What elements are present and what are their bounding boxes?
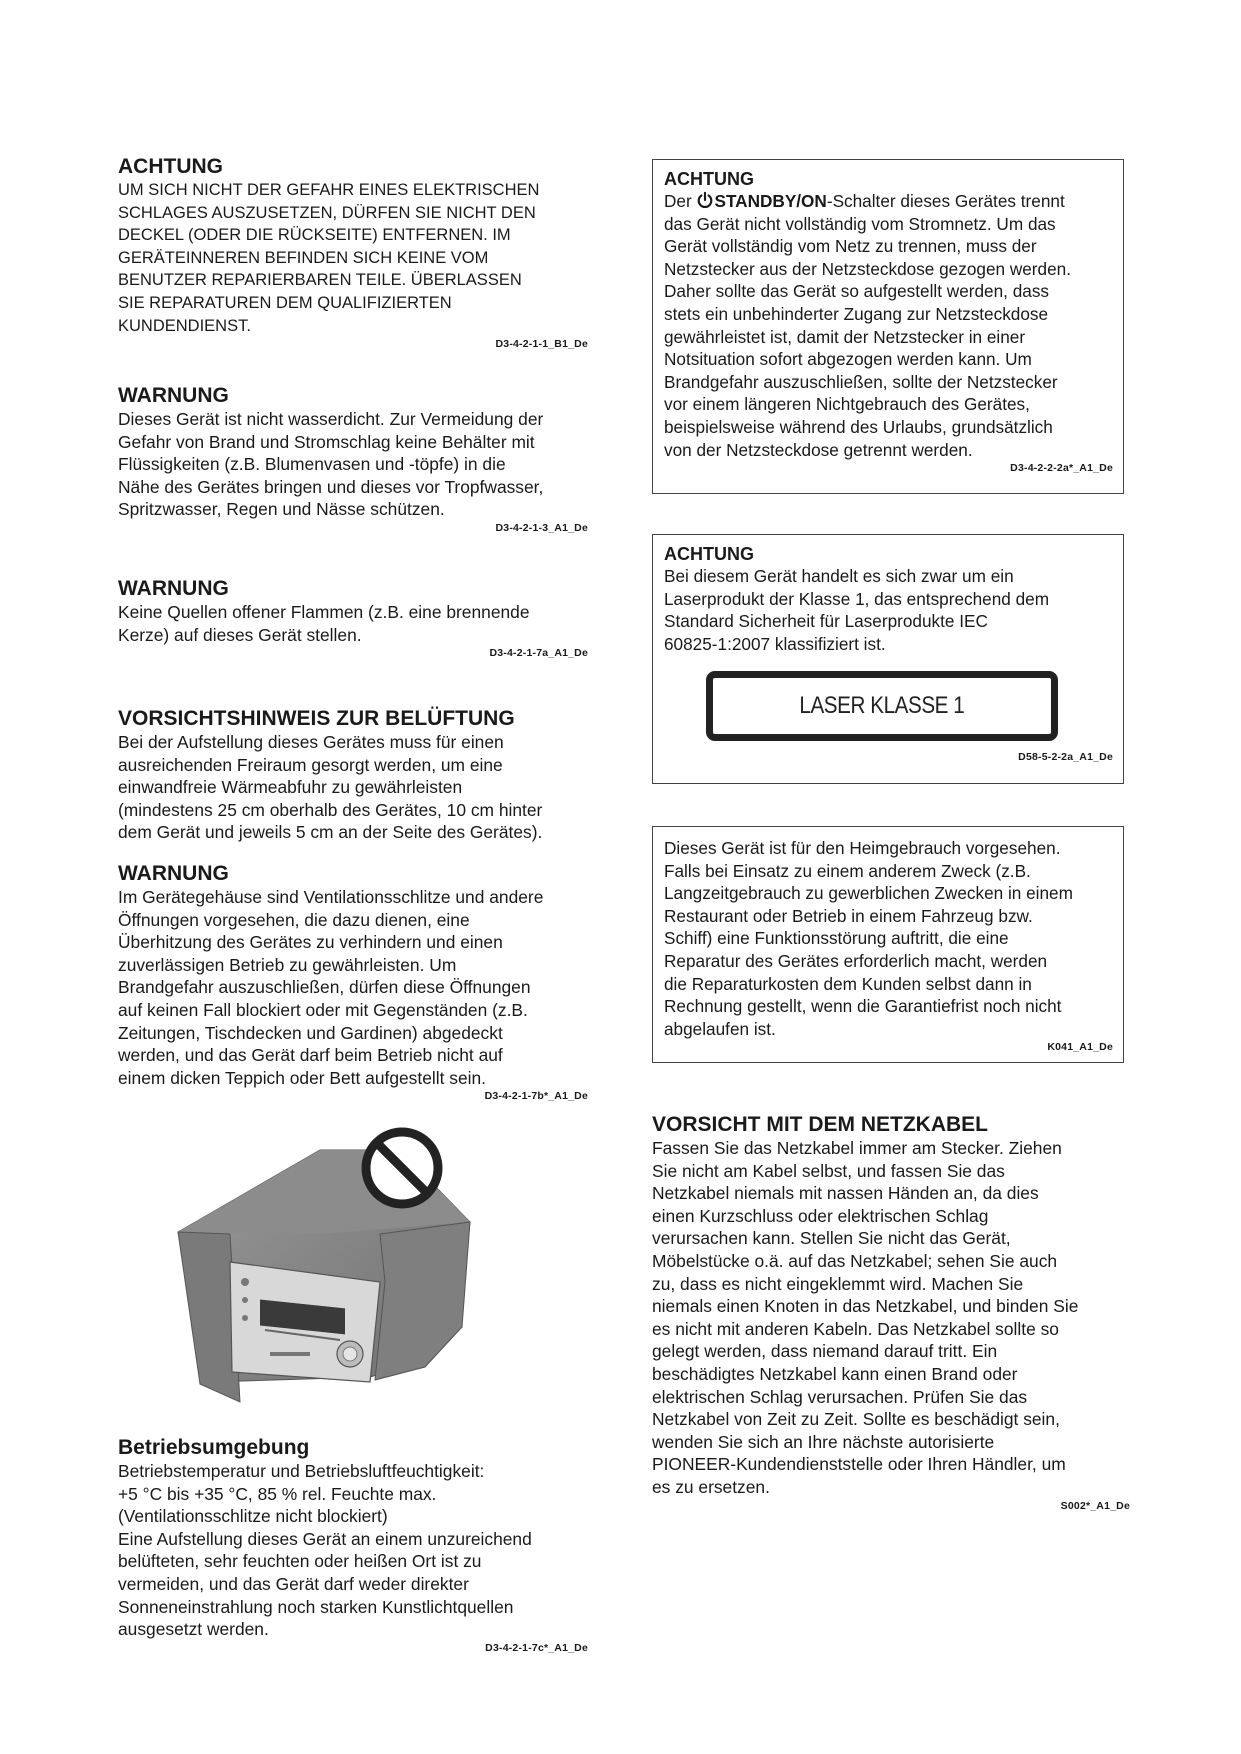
netzkabel-heading: VORSICHT MIT DEM NETZKABEL	[652, 1113, 988, 1136]
laser-code: D58-5-2-2a_A1_De	[1018, 751, 1113, 764]
laser-class-label	[706, 671, 1058, 741]
laser-notice-box	[652, 534, 1124, 784]
home-use-notice-box	[652, 826, 1124, 1063]
standby-text-pre: Der	[664, 191, 697, 211]
warnung-flammen-text: Keine Quellen offener Flammen (z.B. eine brennende Kerze) auf dieses Gerät stellen.	[118, 602, 530, 645]
laser-class-text: LASER KLASSE 1	[799, 692, 965, 720]
netzkabel-code: S002*_A1_De	[1060, 1499, 1130, 1512]
stereo-front-panel	[230, 1262, 380, 1382]
netzkabel-text: Fassen Sie das Netzkabel immer am Stecker. Ziehen Sie nicht am Kabel selbst, und fassen Sie das Netzkabel niemals mit nassen Händen an, da dies einen Kurzschluss oder elektrischen Schlag verursachen kann. Stellen Sie nicht das Gerät, Möbelstücke o.ä. auf das Netzkabel; sehen Sie auch zu, dass es nicht eingeklemmt wird. Machen Sie niemals einen Knoten in das Netzkabel, und binden Sie es nicht mit anderen Kabeln. Das Netzkabel sollte so gelegt werden, dass niemand darauf tritt. Ein beschädigtes Netzkabel kann einen Brand oder elektrischen Schlag verursachen. Prüfen Sie das Netzkabel von Zeit zu Zeit. Sollte es beschädigt sein, wenden Sie sich an Ihre nächste autorisierte PIONEER-Kundendienststelle oder Ihren Händler, um es zu ersetzen.	[652, 1138, 1079, 1497]
betriebsumgebung-heading: Betriebsumgebung	[118, 1436, 310, 1459]
prohibition-icon	[366, 1132, 438, 1204]
netzkabel-section	[652, 1113, 1130, 1512]
home-use-text: Dieses Gerät ist für den Heimgebrauch vorgesehen. Falls bei Einsatz zu einem anderem Zweck (z.B. Langzeitgebrauch zu gewerblichen Zwecken in einem Restaurant oder Betrieb in einem Fahrzeug bzw. Schiff) eine Funktionsstörung auftritt, die eine Reparatur des Gerätes erforderlich macht, werden die Reparaturkosten dem Kunden selbst dann in Rechnung gestellt, wenn die Garantiefrist noch nicht abgelaufen ist.	[664, 838, 1073, 1039]
belueftung-heading: VORSICHTSHINWEIS ZUR BELÜFTUNG	[118, 707, 515, 730]
standby-code: D3-4-2-2-2a*_A1_De	[1010, 462, 1113, 475]
achtung-heading: ACHTUNG	[118, 155, 223, 178]
warnung-ventilation-section	[118, 862, 588, 1102]
achtung-text: UM SICH NICHT DER GEFAHR EINES ELEKTRISCHEN SCHLAGES AUSZUSETZEN, DÜRFEN SIE NICHT DEN DECKEL (ODER DIE RÜCKSEITE) ENTFERNEN. IM GERÄTEINNEREN BEFINDEN SICH KEINE VOM BENUTZER REPARIERBAREN TEILE. ÜBERLASSEN SIE REPARATUREN DEM QUALIFIZIERTEN KUNDENDIENST.	[118, 181, 540, 335]
laser-text: Bei diesem Gerät handelt es sich zwar um ein Laserprodukt der Klasse 1, das entsprechend dem Standard Sicherheit für Laserprodukte IEC 60825-1:2007 klassifiziert ist.	[664, 566, 1050, 654]
standby-notice-box	[652, 159, 1124, 494]
power-icon	[696, 191, 714, 209]
betriebsumgebung-text: Betriebstemperatur und Betriebsluftfeuchtigkeit: +5 °C bis +35 °C, 85 % rel. Feuchte max. (Ventilationsschlitze nicht blockiert) Eine Aufstellung dieses Gerät an einem unzureichend belüfteten, sehr feuchten oder heißen Ort ist zu vermeiden, und das Gerät darf weder direkter Sonneneinstrahlung noch starken Kunstlichtquellen ausgesetzt werden.	[118, 1461, 532, 1640]
warnung-wasser-section	[118, 384, 588, 534]
warnung-flammen-heading: WARNUNG	[118, 577, 229, 600]
covered-device-illustration	[170, 1122, 480, 1412]
standby-text-post: -Schalter dieses Gerätes trennt das Gerät nicht vollständig vom Stromnetz. Um das Gerät vollständig vom Netz zu trennen, muss der Netzstecker aus der Netzsteckdose gezogen werden. Daher sollte das Gerät so aufgestellt werden, dass stets ein unbehinderter Zugang zur Netzsteckdose gewährleistet ist, damit der Netzstecker in einer Notsituation sofort abgezogen werden kann. Um Brandgefahr auszuschließen, sollte der Netzstecker vor einem längeren Nichtgebrauch des Gerätes, beispielsweise während des Urlaubs, grundsätzlich von der Netzsteckdose getrennt werden.	[664, 191, 1071, 460]
standby-label: STANDBY/ON	[714, 191, 827, 211]
warnung-ventilation-code: D3-4-2-1-7b*_A1_De	[484, 1090, 588, 1103]
warnung-wasser-text: Dieses Gerät ist nicht wasserdicht. Zur Vermeidung der Gefahr von Brand und Stromschlag keine Behälter mit Flüssigkeiten (z.B. Blumenvasen und -töpfe) in die Nähe des Gerätes bringen und dieses vor Tropfwasser, Spritzwasser, Regen und Nässe schützen.	[118, 409, 544, 520]
home-use-code: K041_A1_De	[1047, 1041, 1113, 1054]
belueftung-text: Bei der Aufstellung dieses Gerätes muss für einen ausreichenden Freiraum gesorgt werden, um eine einwandfreie Wärmeabfuhr zu gewährleisten (mindestens 25 cm oberhalb des Gerätes, 10 cm hinter dem Gerät und jeweils 5 cm an der Seite des Gerätes).	[118, 732, 543, 843]
warnung-wasser-heading: WARNUNG	[118, 384, 229, 407]
laser-heading: ACHTUNG	[664, 544, 754, 564]
achtung-section	[118, 155, 588, 350]
warnung-ventilation-heading: WARNUNG	[118, 862, 229, 885]
achtung-code: D3-4-2-1-1_B1_De	[495, 338, 588, 351]
betriebsumgebung-section	[118, 1436, 588, 1654]
warnung-wasser-code: D3-4-2-1-3_A1_De	[495, 521, 588, 534]
warnung-flammen-code: D3-4-2-1-7a_A1_De	[489, 647, 588, 660]
belueftung-section	[118, 707, 588, 844]
standby-text	[664, 190, 1113, 461]
warnung-ventilation-text: Im Gerätegehäuse sind Ventilationsschlitze und andere Öffnungen vorgesehen, die dazu dienen, eine Überhitzung des Gerätes zu verhindern und einen zuverlässigen Betrieb zu gewährleisten. Um Brandgefahr auszuschließen, dürfen diese Öffnungen auf keinen Fall blockiert oder mit Gegenständen (z.B. Zeitungen, Tischdecken und Gardinen) abgedeckt werden, und das Gerät darf beim Betrieb nicht auf einem dicken Teppich oder Bett aufgestellt sein.	[118, 887, 544, 1088]
standby-heading: ACHTUNG	[664, 169, 754, 189]
betriebsumgebung-code: D3-4-2-1-7c*_A1_De	[485, 1641, 588, 1654]
warnung-flammen-section	[118, 577, 588, 659]
